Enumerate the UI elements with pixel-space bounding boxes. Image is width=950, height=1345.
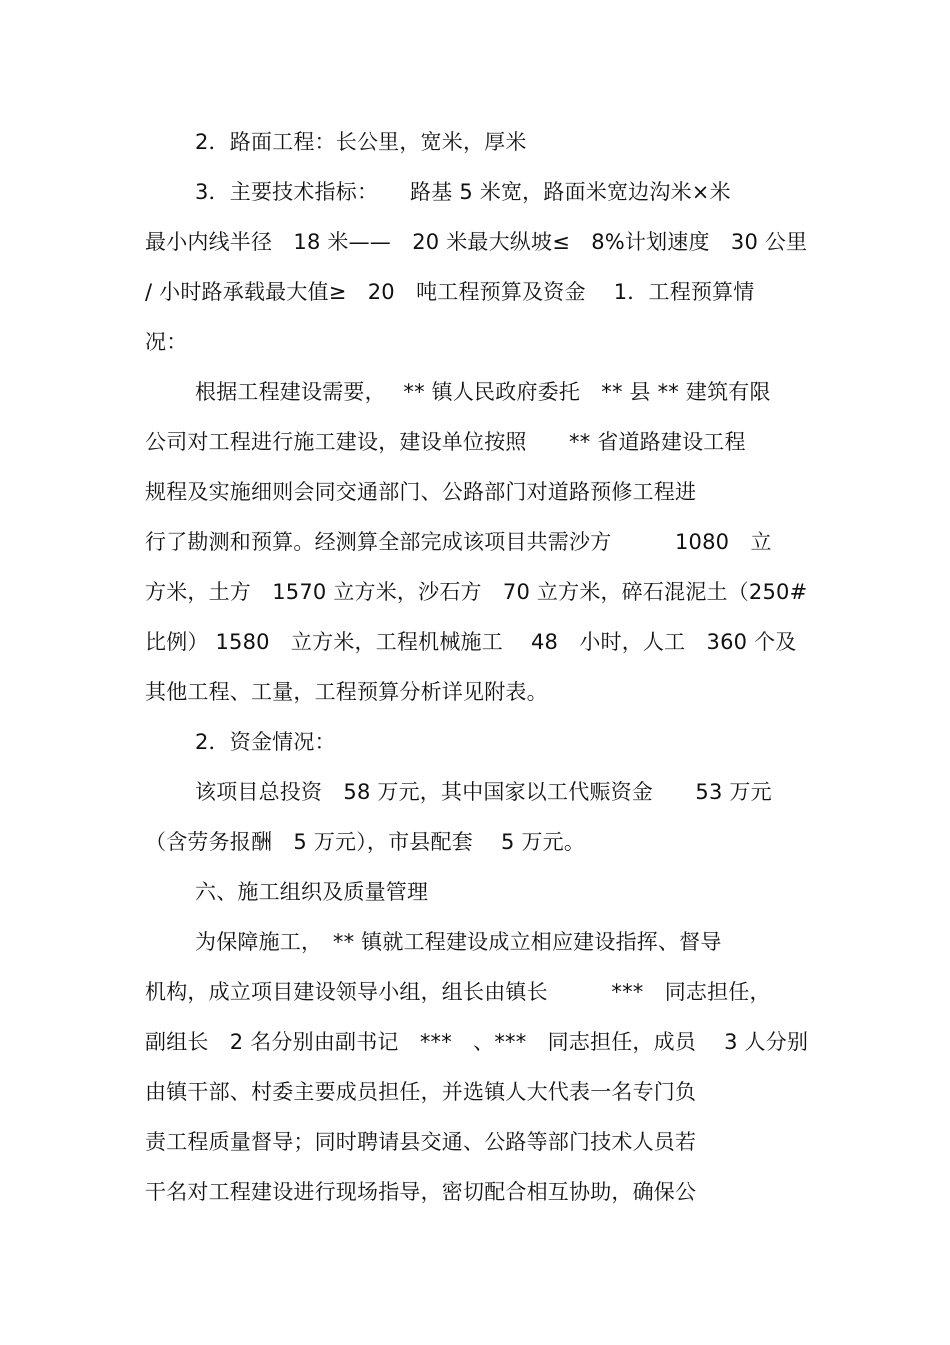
text-line: 副组长 2 名分别由副书记 *** 、*** 同志担任，成员 3 人分别: [145, 1030, 809, 1054]
text-line: 3．主要技术指标： 路基 5 米宽，路面米宽边沟米×米: [195, 180, 731, 204]
text-line: 该项目总投资 58 万元，其中国家以工代赈资金 53 万元: [195, 780, 772, 804]
text-line: 干名对工程建设进行现场指导，密切配合相互协助，确保公: [145, 1180, 697, 1204]
text-line: 公司对工程进行施工建设，建设单位按照 ** 省道路建设工程: [145, 430, 746, 454]
text-line: 由镇干部、村委主要成员担任，并选镇人大代表一名专门负: [145, 1080, 697, 1104]
text-line: 况：: [145, 330, 188, 354]
text-line: 比例） 1580 立方米，工程机械施工 48 小时，人工 360 个及: [145, 630, 797, 654]
text-line: 为保障施工， ** 镇就工程建设成立相应建设指挥、督导: [195, 930, 722, 954]
text-line: / 小时路承载最大值≥ 20 吨工程预算及资金 1．工程预算情: [145, 280, 755, 304]
text-line: 最小内线半径 18 米—— 20 米最大纵坡≤ 8%计划速度 30 公里: [145, 230, 808, 254]
text-line: 方米，土方 1570 立方米，沙石方 70 立方米，碎石混泥土（250#: [145, 580, 808, 604]
text-line: 其他工程、工量，工程预算分析详见附表。: [145, 680, 548, 704]
text-line: 行了勘测和预算。经测算全部完成该项目共需沙方 1080 立: [145, 530, 772, 554]
section-heading: 六、施工组织及质量管理: [195, 880, 429, 904]
text-line: 机构，成立项目建设领导小组，组长由镇长 *** 同志担任，: [145, 980, 771, 1004]
section-heading: 2．资金情况：: [195, 730, 336, 754]
text-line: 根据工程建设需要， ** 镇人民政府委托 ** 县 ** 建筑有限: [195, 380, 771, 404]
text-line: 规程及实施细则会同交通部门、公路部门对道路预修工程进: [145, 480, 697, 504]
text-line: （含劳务报酬 5 万元），市县配套 5 万元。: [145, 830, 586, 854]
text-line: 2．路面工程：长公里，宽米，厚米: [195, 130, 527, 154]
text-line: 责工程质量督导；同时聘请县交通、公路等部门技术人员若: [145, 1130, 697, 1154]
